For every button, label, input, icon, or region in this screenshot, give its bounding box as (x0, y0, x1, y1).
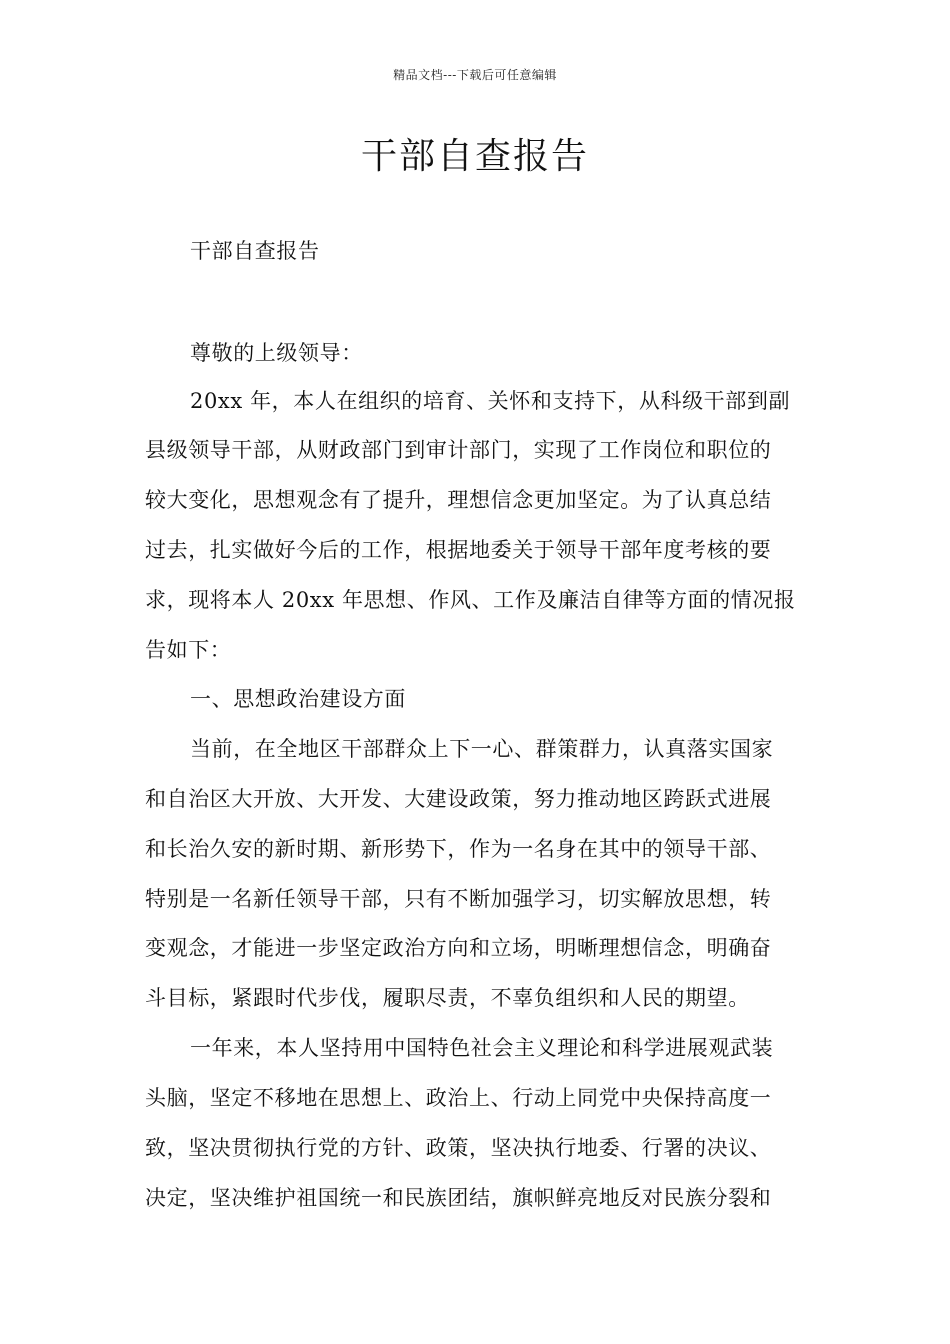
subtitle-line: 干部自查报告 (190, 239, 320, 263)
body-line: 求，现将本人 20xx 年思想、作风、工作及廉洁自律等方面的情况报 (145, 588, 796, 612)
body-line: 致，坚决贯彻执行党的方针、政策，坚决执行地委、行署的决议、 (145, 1136, 772, 1160)
salutation-line: 尊敬的上级领导： (190, 341, 363, 365)
body-line: 和长治久安的新时期、新形势下，作为一名身在其中的领导干部、 (145, 837, 772, 861)
body-line: 特别是一名新任领导干部，只有不断加强学习，切实解放思想，转 (145, 887, 772, 911)
section-heading: 一、思想政治建设方面 (190, 687, 406, 711)
body-line: 告如下： (145, 638, 232, 662)
body-line: 当前，在全地区干部群众上下一心、群策群力，认真落实国家 (190, 737, 774, 761)
body-line: 20xx 年，本人在组织的培育、关怀和支持下，从科级干部到副 (190, 389, 791, 413)
body-line: 较大变化，思想观念有了提升，理想信念更加坚定。为了认真总结 (145, 488, 772, 512)
body-line: 头脑，坚定不移地在思想上、政治上、行动上同党中央保持高度一 (145, 1086, 772, 1110)
header-note: 精品文档---下载后可任意编辑 (393, 68, 557, 82)
body-line: 斗目标，紧跟时代步伐，履职尽责，不辜负组织和人民的期望。 (145, 986, 750, 1010)
document-title: 干部自查报告 (360, 136, 589, 177)
body-line: 变观念，才能进一步坚定政治方向和立场，明晰理想信念，明确奋 (145, 936, 772, 960)
body-line: 一年来，本人坚持用中国特色社会主义理论和科学进展观武装 (190, 1036, 774, 1060)
body-line: 县级领导干部，从财政部门到审计部门，实现了工作岗位和职位的 (145, 438, 772, 462)
body-line: 和自治区大开放、大开发、大建设政策，努力推动地区跨跃式进展 (145, 787, 772, 811)
body-line: 决定，坚决维护祖国统一和民族团结，旗帜鲜亮地反对民族分裂和 (145, 1186, 772, 1210)
body-line: 过去，扎实做好今后的工作，根据地委关于领导干部年度考核的要 (145, 538, 772, 562)
